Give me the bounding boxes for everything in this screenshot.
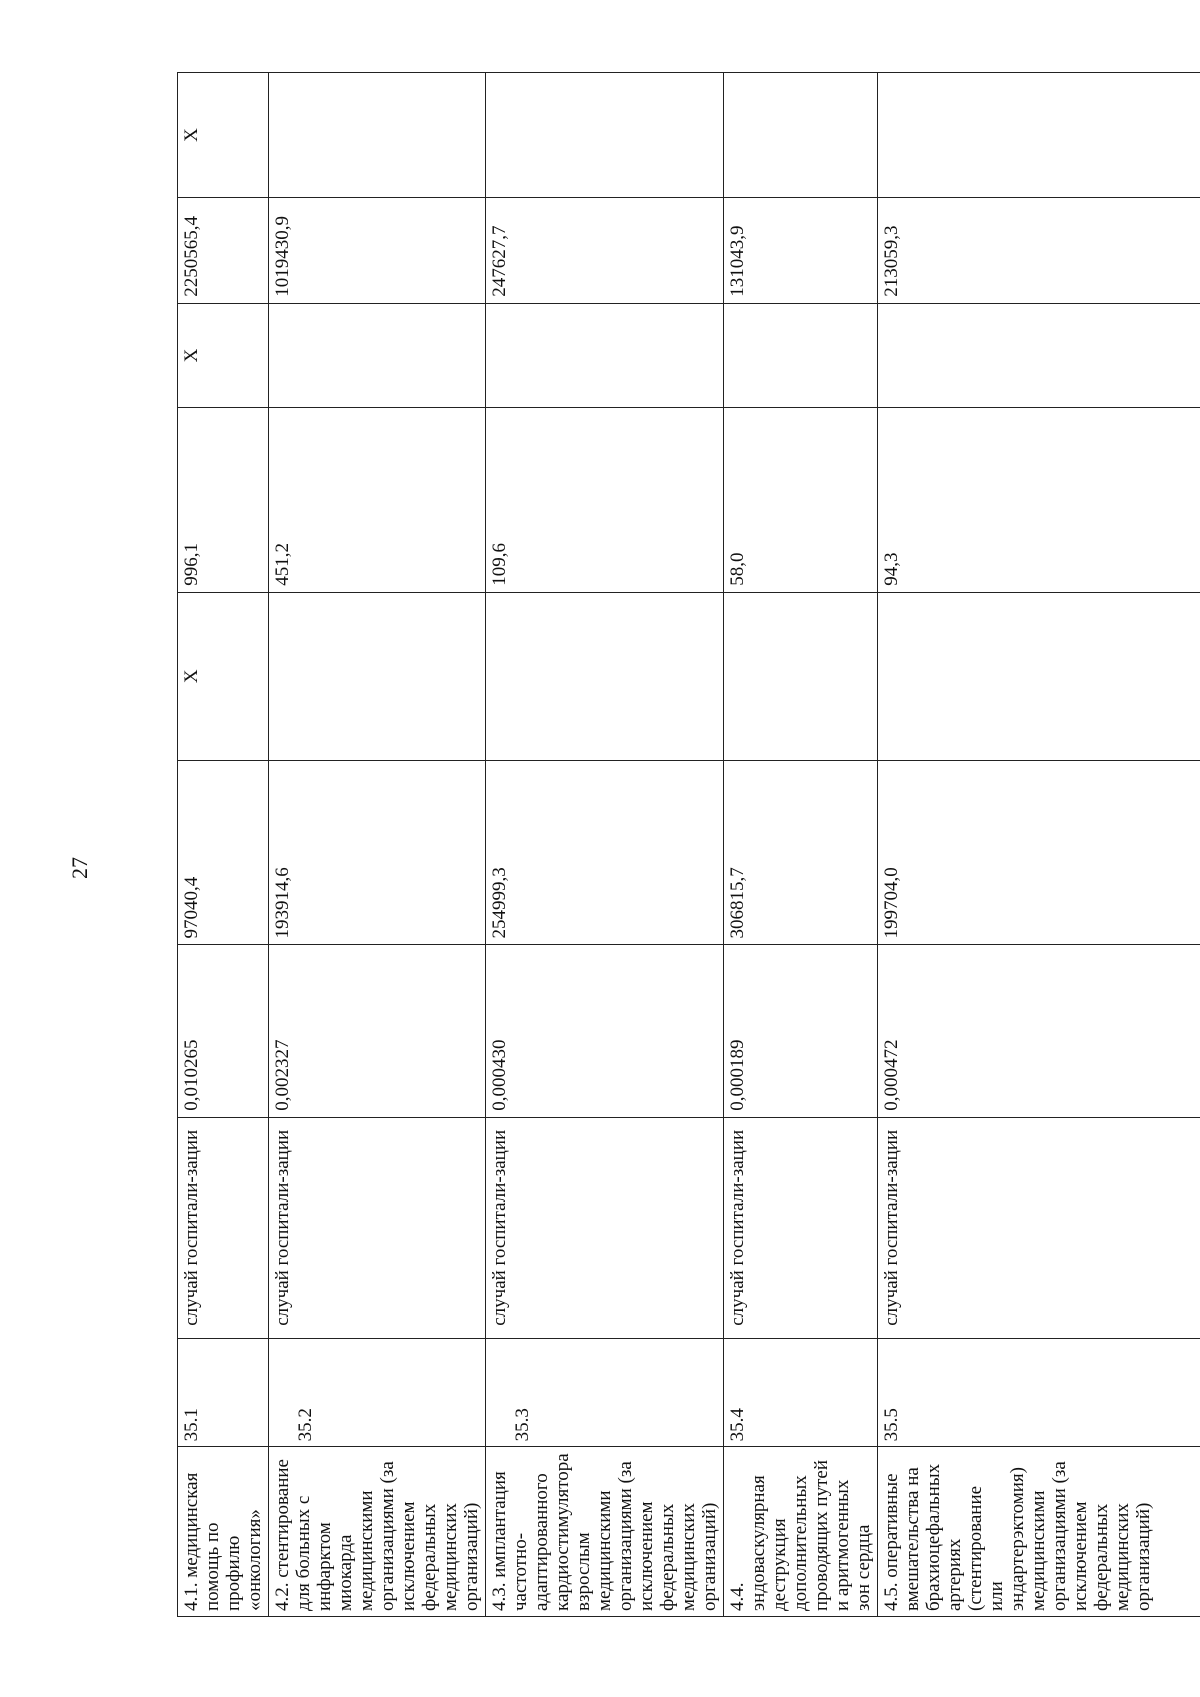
row-x-cell: X	[178, 592, 269, 760]
row-x-cell	[269, 592, 486, 760]
row-x-cell	[269, 73, 486, 198]
row-total-cell: 2250565,4	[178, 197, 269, 303]
medical-care-table	[177, 72, 1200, 1617]
row-code-cell: 35.2	[269, 1338, 486, 1447]
row-per-capita-cell: 451,2	[269, 408, 486, 593]
row-norm-cell: 0,000189	[724, 945, 878, 1117]
row-unit-cell: случай госпитали-зации	[878, 1117, 1200, 1338]
row-per-capita-cell: 109,6	[486, 408, 724, 593]
row-norm-cell: 0,000430	[486, 945, 724, 1117]
row-x-cell	[724, 73, 878, 198]
row-x-cell	[486, 73, 724, 198]
row-norm-cell: 0,002327	[269, 945, 486, 1117]
rotated-table-container	[177, 72, 1154, 1617]
row-x-cell: X	[178, 303, 269, 407]
row-code-cell: 35.1	[178, 1338, 269, 1447]
row-total-cell: 247627,7	[486, 197, 724, 303]
row-x-cell	[878, 73, 1200, 198]
row-cost-cell: 199704,0	[878, 760, 1200, 945]
row-code-cell: 35.5	[878, 1338, 1200, 1447]
row-norm-cell: 0,000472	[878, 945, 1200, 1117]
row-name-cell: 4.5. оперативные вмешательства на брахиоцефальных артериях (стентирование или эндартерэктомия) медицинскими организациями (за исключением федеральных медицинских организаций)	[878, 1447, 1200, 1617]
row-per-capita-cell: 996,1	[178, 408, 269, 593]
row-cost-cell: 97040,4	[178, 760, 269, 945]
row-x-cell	[269, 303, 486, 407]
row-x-cell	[724, 303, 878, 407]
table-row	[878, 73, 1200, 1617]
table-row	[269, 73, 486, 1617]
row-name-cell: 4.1. медицинская помощь по профилю «онкология»	[178, 1447, 269, 1617]
row-unit-cell: случай госпитали-зации	[486, 1117, 724, 1338]
row-cost-cell: 254999,3	[486, 760, 724, 945]
row-cost-cell: 306815,7	[724, 760, 878, 945]
table-row	[724, 73, 878, 1617]
row-total-cell: 131043,9	[724, 197, 878, 303]
table-row	[178, 73, 269, 1617]
table-row	[486, 73, 724, 1617]
row-cost-cell: 193914,6	[269, 760, 486, 945]
row-total-cell: 1019430,9	[269, 197, 486, 303]
row-code-cell: 35.4	[724, 1338, 878, 1447]
row-x-cell: X	[178, 73, 269, 198]
row-norm-cell: 0,010265	[178, 945, 269, 1117]
row-x-cell	[878, 303, 1200, 407]
row-name-cell: 4.4. эндоваскулярная деструкция дополнительных проводящих путей и аритмогенных зон сердца	[724, 1447, 878, 1617]
page-number: 27	[67, 857, 92, 879]
row-per-capita-cell: 58,0	[724, 408, 878, 593]
row-x-cell	[486, 303, 724, 407]
row-unit-cell: случай госпитали-зации	[178, 1117, 269, 1338]
row-x-cell	[724, 592, 878, 760]
row-code-cell: 35.3	[486, 1338, 724, 1447]
row-name-cell: 4.3. имплантация частотно-адаптированного кардиостимулятора взрослым медицинскими организациями (за исключением федеральных медицинских организаций)	[486, 1447, 724, 1617]
row-total-cell: 213059,3	[878, 197, 1200, 303]
row-unit-cell: случай госпитали-зации	[269, 1117, 486, 1338]
row-per-capita-cell: 94,3	[878, 408, 1200, 593]
row-x-cell	[878, 592, 1200, 760]
row-unit-cell: случай госпитали-зации	[724, 1117, 878, 1338]
row-name-cell: 4.2. стентирование для больных с инфарктом миокарда медицинскими организациями (за исключением федеральных медицинских организаций)	[269, 1447, 486, 1617]
row-x-cell	[486, 592, 724, 760]
